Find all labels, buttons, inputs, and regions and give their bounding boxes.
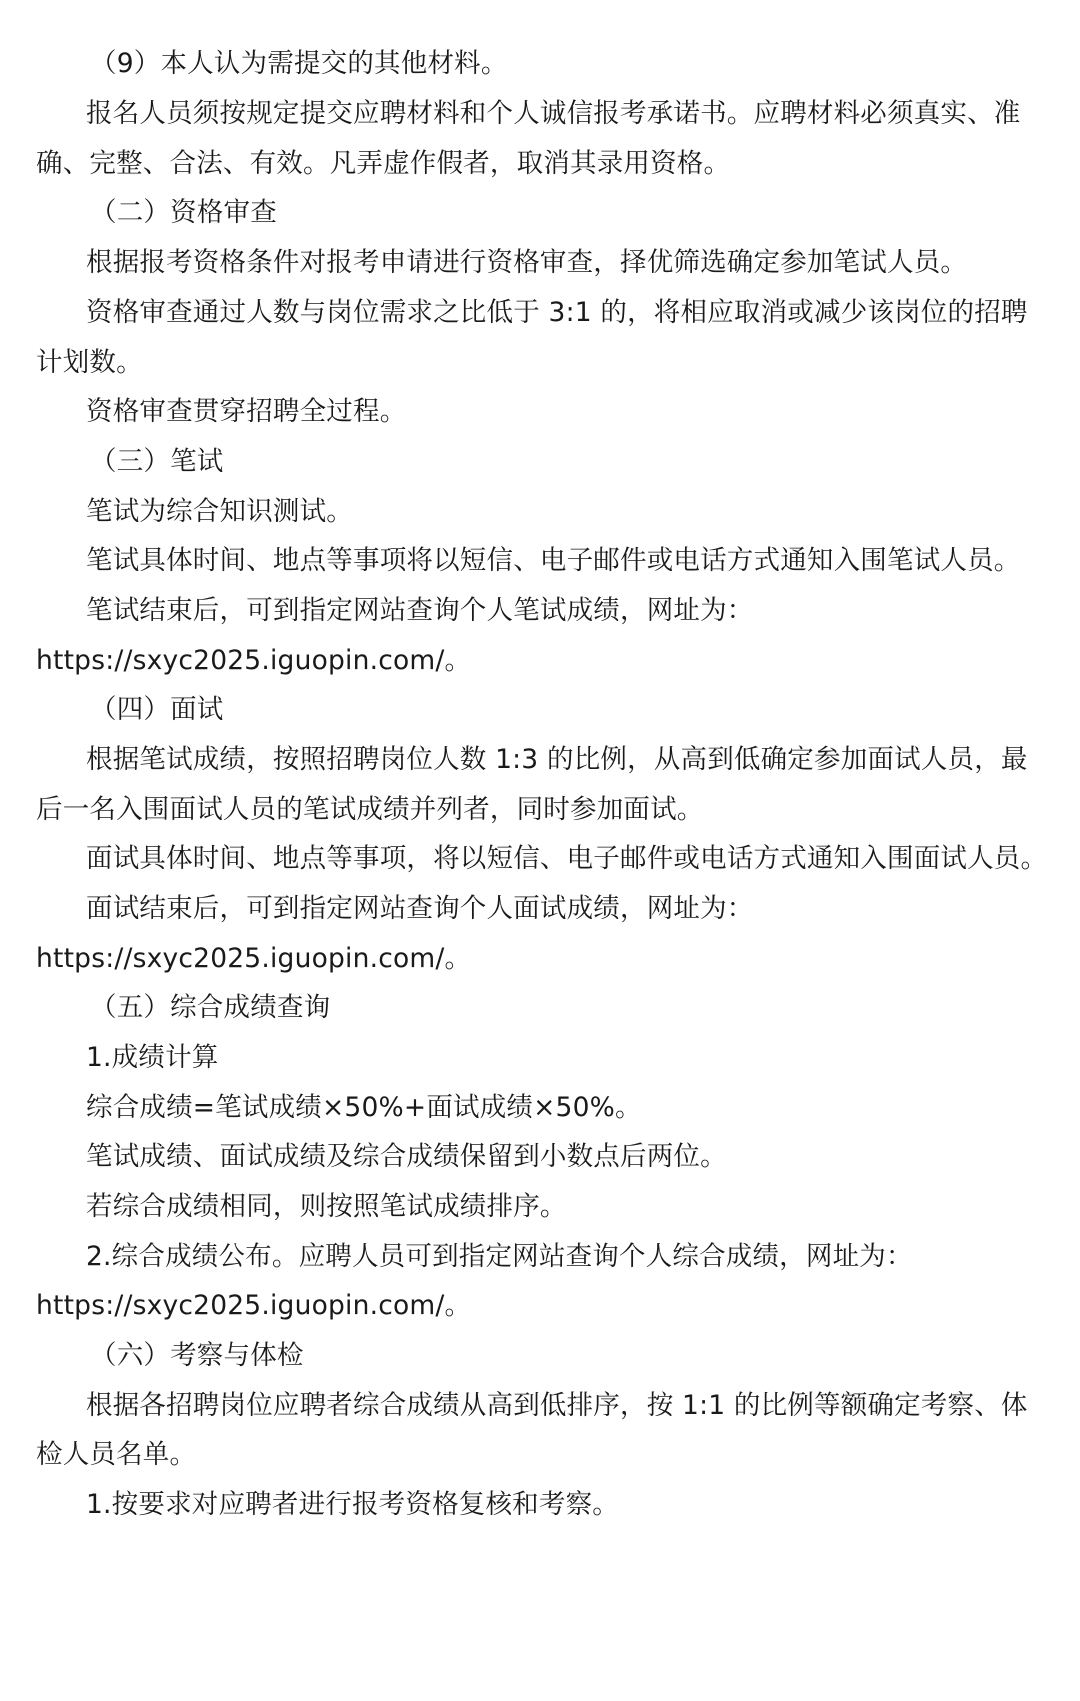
url-text: https://sxyc2025.iguopin.com/。: [36, 1290, 472, 1321]
section-heading-qualification-review: （二）资格审查: [90, 197, 277, 228]
paragraph-line: 面试具体时间、地点等事项，将以短信、电子邮件或电话方式通知入围面试人员。: [86, 843, 1048, 874]
paragraph-line: 笔试具体时间、地点等事项将以短信、电子邮件或电话方式通知入围笔试人员。: [86, 545, 1021, 576]
paragraph-line: 根据笔试成绩，按照招聘岗位人数 1:3 的比例，从高到低确定参加面试人员，最: [86, 744, 1028, 775]
paragraph-line: 确、完整、合法、有效。凡弄虚作假者，取消其录用资格。: [36, 148, 731, 179]
paragraph-line: 检人员名单。: [36, 1439, 197, 1470]
paragraph-line: 若综合成绩相同，则按照笔试成绩排序。: [86, 1191, 567, 1222]
paragraph-line: 1.按要求对应聘者进行报考资格复核和考察。: [86, 1489, 619, 1520]
paragraph-line: 笔试成绩、面试成绩及综合成绩保留到小数点后两位。: [86, 1141, 727, 1172]
paragraph-line: 面试结束后，可到指定网站查询个人面试成绩，网址为：: [86, 893, 754, 924]
paragraph-line: 根据各招聘岗位应聘者综合成绩从高到低排序，按 1:1 的比例等额确定考察、体: [86, 1390, 1028, 1421]
formula-line: 综合成绩=笔试成绩×50%+面试成绩×50%。: [86, 1092, 642, 1123]
sub-heading-score-calc: 1.成绩计算: [86, 1042, 219, 1073]
paragraph-line: 2.综合成绩公布。应聘人员可到指定网站查询个人综合成绩，网址为：: [86, 1241, 913, 1272]
section-heading-inspection: （六）考察与体检: [90, 1340, 304, 1371]
paragraph-line: 笔试结束后，可到指定网站查询个人笔试成绩，网址为：: [86, 595, 754, 626]
list-item-9: （9）本人认为需提交的其他材料。: [90, 48, 508, 79]
paragraph-line: 后一名入围面试人员的笔试成绩并列者，同时参加面试。: [36, 794, 704, 825]
url-text: https://sxyc2025.iguopin.com/。: [36, 645, 472, 676]
paragraph-line: 笔试为综合知识测试。: [86, 496, 353, 527]
paragraph-line: 计划数。: [36, 347, 143, 378]
paragraph-line: 根据报考资格条件对报考申请进行资格审查，择优筛选确定参加笔试人员。: [86, 247, 968, 278]
paragraph-line: 报名人员须按规定提交应聘材料和个人诚信报考承诺书。应聘材料必须真实、准: [86, 98, 1021, 129]
section-heading-written-exam: （三）笔试: [90, 446, 224, 477]
section-heading-score-query: （五）综合成绩查询: [90, 992, 331, 1023]
paragraph-line: 资格审查贯穿招聘全过程。: [86, 396, 407, 427]
paragraph-line: 资格审查通过人数与岗位需求之比低于 3:1 的，将相应取消或减少该岗位的招聘: [86, 297, 1028, 328]
section-heading-interview: （四）面试: [90, 694, 224, 725]
url-text: https://sxyc2025.iguopin.com/。: [36, 943, 472, 974]
